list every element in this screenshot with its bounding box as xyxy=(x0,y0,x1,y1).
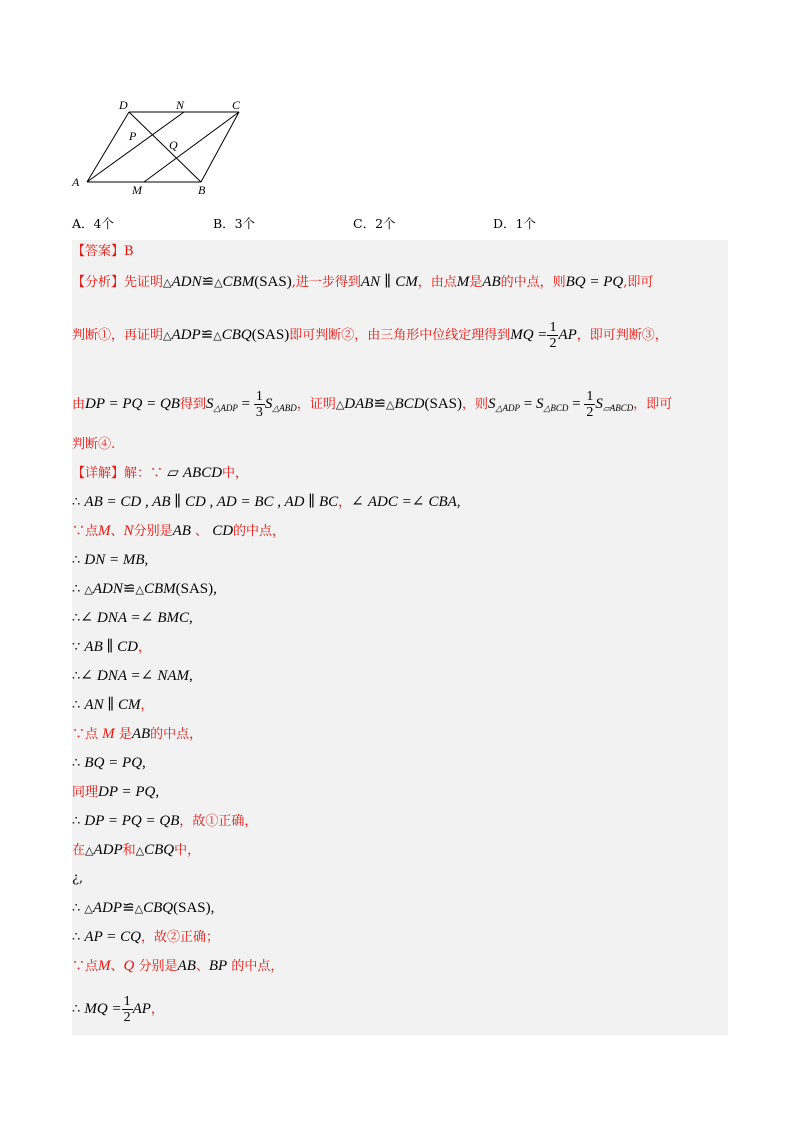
label-n: N xyxy=(176,98,185,112)
detail-line-18: ∵点M、Q 分别是AB、BP 的中点， xyxy=(72,958,284,974)
answer-label: 【答案】 xyxy=(72,244,125,259)
fraction-one-third: $\frac{1}{3}$ xyxy=(255,389,263,420)
label-m: M xyxy=(132,183,142,197)
detail-line-12: 同理DP = PQ, xyxy=(72,784,160,800)
fraction-one-half: $\frac{1}{2}$ xyxy=(549,320,557,351)
fraction-one-half-2: $\frac{1}{2}$ xyxy=(586,389,594,420)
label-q: Q xyxy=(169,138,178,152)
detail-line-10: ∵点 M 是AB的中点， xyxy=(72,726,203,742)
option-c[interactable]: C．2个 xyxy=(353,216,396,231)
detail-line-5: ∴ △ADN≌△CBM(SAS), xyxy=(72,581,217,597)
answer-options xyxy=(72,214,672,232)
label-b: B xyxy=(198,183,206,197)
option-a[interactable]: A．4个 xyxy=(72,216,114,231)
label-c: C xyxy=(232,98,241,112)
fraction-one-half-3: $\frac{1}{2}$ xyxy=(123,994,131,1025)
detail-line-2: ∴ AB = CD , AB ∥ CD , AD = BC , AD ∥ BC，∠ ADC =∠ CBA, xyxy=(72,494,461,510)
analysis-line-3: 由DP = PQ = QB得到$S_{\triangle ADP}$ = $\frac{1}{3}$ $S_{\triangle ABD}$，证明△DAB≌△BCD(SAS)，则$S_{\triangle ADP} = S_{\triangle BCD}$ = $\frac{1}{2}$ $S_{▱ABCD}$，即可 xyxy=(72,389,673,420)
analysis-line-4: 判断④. xyxy=(72,437,116,452)
detail-line-11: ∴ BQ = PQ, xyxy=(72,755,146,771)
diagonal-db xyxy=(129,112,201,182)
segment-mc xyxy=(144,112,239,182)
label-a: A xyxy=(72,175,80,189)
detail-line-7: ∵ AB ∥ CD， xyxy=(72,639,152,655)
analysis-line-1: 【分析】先证明△ADN≌△CBM(SAS),进一步得到AN ∥ CM，由点M是AB的中点，则BQ = PQ,即可 xyxy=(72,274,654,290)
parallelogram-figure xyxy=(68,96,258,200)
detail-line-8: ∴∠ DNA =∠ NAM, xyxy=(72,668,193,684)
detail-line-4: ∴ DN = MB, xyxy=(72,552,149,568)
answer-value: B xyxy=(124,244,134,259)
detail-line-14: 在△ADP和△CBQ中， xyxy=(72,842,201,858)
label-p: P xyxy=(129,129,137,143)
detail-line-9: ∴ AN ∥ CM， xyxy=(72,697,154,713)
detail-line-3: ∵点M、N分别是AB 、 CD的中点， xyxy=(72,523,286,539)
answer-line xyxy=(72,243,134,261)
detail-line-17: ∴ AP = CQ，故②正确； xyxy=(72,929,219,945)
option-d[interactable]: D．1个 xyxy=(493,216,536,231)
analysis-line-2: 判断①，再证明△ADP≌△CBQ(SAS)即可判断②，由三角形中位线定理得到MQ = $\frac{1}{2}$ AP，即可判断③， xyxy=(72,320,668,351)
option-b[interactable]: B．3个 xyxy=(213,216,256,231)
detail-line-13: ∴ DP = PQ = QB，故①正确， xyxy=(72,813,258,829)
detail-line-15: ¿, xyxy=(72,871,84,886)
side-bc xyxy=(201,112,239,182)
detail-line-6: ∴∠ DNA =∠ BMC, xyxy=(72,610,193,626)
detail-line-1: 【详解】解：∵ ▱ ABCD中， xyxy=(72,465,249,481)
detail-line-16: ∴ △ADP≌△CBQ(SAS), xyxy=(72,900,215,916)
label-d: D xyxy=(119,98,128,112)
side-ad xyxy=(87,112,129,182)
detail-line-19: ∴ MQ = $\frac{1}{2}$ AP， xyxy=(72,994,164,1025)
